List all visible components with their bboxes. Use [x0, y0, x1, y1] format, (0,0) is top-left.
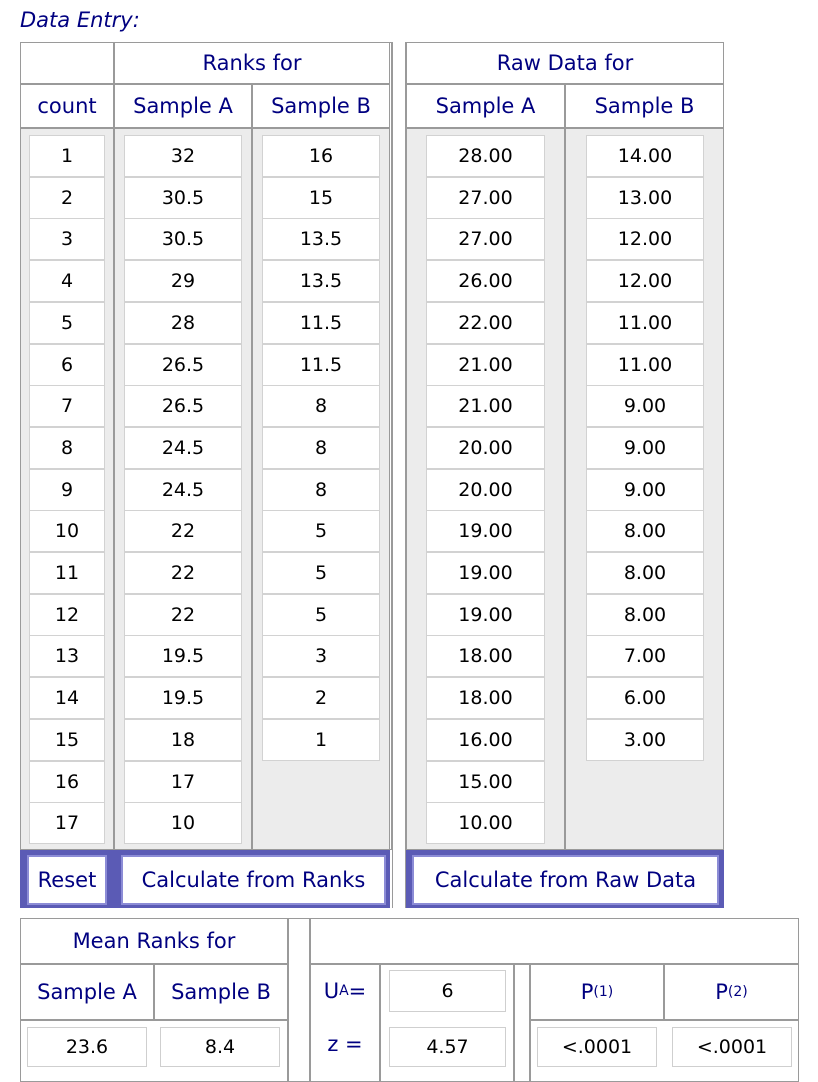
count-cell: 11	[29, 552, 105, 594]
raw-b-input[interactable]: 9.00	[586, 385, 704, 427]
count-cell: 1	[29, 135, 105, 177]
raw-a-input[interactable]: 19.00	[426, 594, 545, 636]
rank-a-input[interactable]: 10	[124, 802, 242, 844]
mean-rank-a-output: 23.6	[27, 1027, 147, 1067]
raw-b-input[interactable]: 11.00	[586, 344, 704, 386]
mean-sample-a-header-cell	[20, 964, 154, 1020]
p1-header-cell	[530, 964, 664, 1020]
rank-b-input[interactable]: 5	[262, 510, 380, 552]
z-value-output: 4.57	[389, 1027, 506, 1067]
rank-a-header: Sample A	[114, 84, 252, 128]
count-cell: 15	[29, 719, 105, 761]
count-cell: 14	[29, 677, 105, 719]
count-header-blank	[20, 42, 114, 84]
mean-rank-b-output: 8.4	[160, 1027, 280, 1067]
raw-a-input[interactable]: 10.00	[426, 802, 545, 844]
count-cell: 3	[29, 218, 105, 260]
section-title: Data Entry:	[20, 8, 140, 32]
count-cell: 8	[29, 427, 105, 469]
rank-b-input[interactable]: 11.5	[262, 344, 380, 386]
table-divider	[392, 42, 406, 908]
u-label: U A =	[323, 979, 367, 1003]
rank-b-input[interactable]: 1	[262, 719, 380, 761]
mean-sample-a-header: Sample A	[37, 980, 137, 1004]
calculate-from-ranks-button[interactable]: Calculate from Ranks	[121, 855, 386, 905]
rank-a-input[interactable]: 19.5	[124, 677, 242, 719]
rank-b-input[interactable]: 8	[262, 427, 380, 469]
raw-a-input[interactable]: 18.00	[426, 677, 545, 719]
rank-a-input[interactable]: 24.5	[124, 469, 242, 511]
raw-b-input[interactable]: 6.00	[586, 677, 704, 719]
rank-a-input[interactable]: 22	[124, 552, 242, 594]
raw-for-header: Raw Data for	[406, 42, 724, 84]
raw-a-input[interactable]: 15.00	[426, 761, 545, 803]
raw-a-header: Sample A	[406, 84, 565, 128]
rank-b-input[interactable]: 13.5	[262, 260, 380, 302]
rank-a-input[interactable]: 18	[124, 719, 242, 761]
rank-a-input[interactable]: 30.5	[124, 177, 242, 219]
rank-a-input[interactable]: 26.5	[124, 344, 242, 386]
rank-a-input[interactable]: 26.5	[124, 385, 242, 427]
raw-b-input[interactable]: 13.00	[586, 177, 704, 219]
p2-header: P (2)	[715, 980, 748, 1004]
raw-b-input[interactable]: 7.00	[586, 635, 704, 677]
rank-a-input[interactable]: 22	[124, 510, 242, 552]
rank-b-input[interactable]: 16	[262, 135, 380, 177]
count-cell: 17	[29, 802, 105, 844]
raw-b-input[interactable]: 3.00	[586, 719, 704, 761]
count-cell: 10	[29, 510, 105, 552]
rank-a-input[interactable]: 30.5	[124, 218, 242, 260]
rank-a-input[interactable]: 29	[124, 260, 242, 302]
rank-b-input[interactable]: 3	[262, 635, 380, 677]
count-cell: 2	[29, 177, 105, 219]
rank-a-input[interactable]: 24.5	[124, 427, 242, 469]
count-cell: 4	[29, 260, 105, 302]
raw-b-input[interactable]: 9.00	[586, 469, 704, 511]
calculate-from-raw-data-button[interactable]: Calculate from Raw Data	[412, 855, 719, 905]
reset-button[interactable]: Reset	[27, 855, 107, 905]
count-cell: 5	[29, 302, 105, 344]
raw-a-input[interactable]: 27.00	[426, 177, 545, 219]
results-spacer	[288, 918, 310, 1082]
mean-sample-b-header: Sample B	[171, 980, 271, 1004]
raw-a-input[interactable]: 28.00	[426, 135, 545, 177]
raw-b-input[interactable]: 8.00	[586, 552, 704, 594]
u-value-output: 6	[389, 970, 506, 1012]
rank-a-input[interactable]: 22	[124, 594, 242, 636]
rank-a-input[interactable]: 32	[124, 135, 242, 177]
raw-a-input[interactable]: 20.00	[426, 469, 545, 511]
raw-b-input[interactable]: 12.00	[586, 260, 704, 302]
raw-a-input[interactable]: 20.00	[426, 427, 545, 469]
count-cell: 7	[29, 385, 105, 427]
raw-a-input[interactable]: 21.00	[426, 344, 545, 386]
mean-ranks-header: Mean Ranks for	[72, 929, 236, 953]
raw-b-input[interactable]: 14.00	[586, 135, 704, 177]
raw-a-input[interactable]: 16.00	[426, 719, 545, 761]
raw-b-input[interactable]: 8.00	[586, 510, 704, 552]
count-header: count	[20, 84, 114, 128]
rank-b-input[interactable]: 5	[262, 552, 380, 594]
results-header-blank	[310, 918, 799, 964]
p1-value-output: <.0001	[537, 1027, 657, 1067]
raw-a-input[interactable]: 22.00	[426, 302, 545, 344]
rank-b-input[interactable]: 13.5	[262, 218, 380, 260]
mean-ranks-header-cell	[20, 918, 288, 964]
raw-a-input[interactable]: 19.00	[426, 510, 545, 552]
z-label: z =	[327, 1032, 363, 1056]
rank-b-header: Sample B	[252, 84, 390, 128]
rank-a-input[interactable]: 17	[124, 761, 242, 803]
rank-b-input[interactable]: 15	[262, 177, 380, 219]
count-cell: 6	[29, 344, 105, 386]
rank-b-input[interactable]: 2	[262, 677, 380, 719]
count-cell: 9	[29, 469, 105, 511]
p2-header-cell	[664, 964, 799, 1020]
count-cell: 16	[29, 761, 105, 803]
raw-a-input[interactable]: 19.00	[426, 552, 545, 594]
count-cell: 13	[29, 635, 105, 677]
raw-b-input[interactable]: 8.00	[586, 594, 704, 636]
rank-b-input[interactable]: 8	[262, 469, 380, 511]
rank-b-input[interactable]: 11.5	[262, 302, 380, 344]
raw-a-input[interactable]: 26.00	[426, 260, 545, 302]
raw-b-header: Sample B	[565, 84, 724, 128]
p2-value-output: <.0001	[672, 1027, 792, 1067]
raw-a-input[interactable]: 18.00	[426, 635, 545, 677]
raw-b-input[interactable]: 11.00	[586, 302, 704, 344]
ranks-for-header: Ranks for	[114, 42, 390, 84]
rank-b-input[interactable]: 8	[262, 385, 380, 427]
rank-a-input[interactable]: 28	[124, 302, 242, 344]
p-spacer	[514, 964, 530, 1082]
raw-a-input[interactable]: 27.00	[426, 218, 545, 260]
p1-header: P (1)	[580, 980, 614, 1004]
rank-b-input[interactable]: 5	[262, 594, 380, 636]
count-cell: 12	[29, 594, 105, 636]
raw-b-input[interactable]: 9.00	[586, 427, 704, 469]
mean-sample-b-header-cell	[154, 964, 288, 1020]
raw-a-input[interactable]: 21.00	[426, 385, 545, 427]
rank-a-input[interactable]: 19.5	[124, 635, 242, 677]
raw-b-input[interactable]: 12.00	[586, 218, 704, 260]
